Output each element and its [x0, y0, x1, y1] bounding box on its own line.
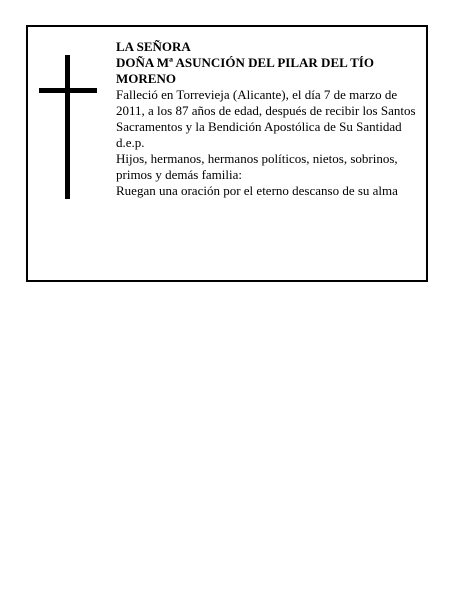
- death-notice: Falleció en Torrevieja (Alicante), el día 7 de marzo de 2011, a los 87 años de edad, después de recibir los Santos Sacramentos y la Bendición Apostólica de Su Santidad: [116, 87, 416, 134]
- deceased-name: DOÑA Mª ASUNCIÓN DEL PILAR DEL TÍO MORENO: [116, 55, 374, 86]
- cross-horizontal-bar: [39, 88, 97, 93]
- cross-vertical-bar: [65, 55, 70, 199]
- obituary-text: [116, 39, 418, 199]
- prayer-request: Ruegan una oración por el eterno descanso de su alma: [116, 183, 398, 198]
- obituary-notice-box: [26, 25, 428, 282]
- heading: LA SEÑORA: [116, 39, 191, 54]
- cross-icon: [39, 55, 97, 199]
- family-text: Hijos, hermanos, hermanos políticos, nietos, sobrinos, primos y demás familia:: [116, 151, 398, 182]
- rip-text: d.e.p.: [116, 135, 145, 150]
